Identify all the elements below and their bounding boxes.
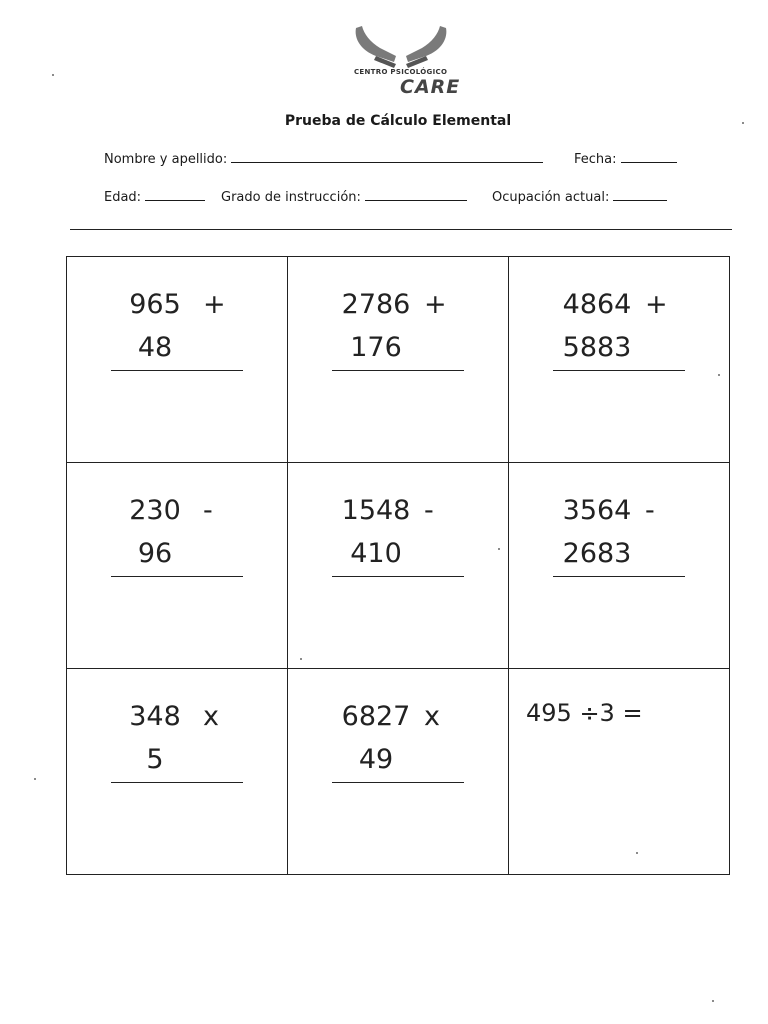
operand-a: 4864 bbox=[562, 289, 632, 320]
arithmetic-problem bbox=[332, 489, 464, 577]
operator: - bbox=[645, 495, 655, 526]
answer-line bbox=[111, 370, 243, 371]
scan-speck bbox=[636, 852, 638, 854]
operator: + bbox=[203, 289, 226, 320]
arithmetic-problem bbox=[553, 283, 685, 371]
problem-cell[interactable] bbox=[67, 257, 288, 463]
logo-org-line: CENTRO PSICOLÓGICO bbox=[354, 68, 448, 76]
operator: - bbox=[424, 495, 434, 526]
arithmetic-problem bbox=[332, 283, 464, 371]
scan-speck bbox=[52, 74, 54, 76]
operand-b: 2683 bbox=[562, 538, 632, 569]
date-field-row bbox=[574, 149, 677, 167]
problem-cell[interactable] bbox=[509, 463, 730, 669]
age-field-row bbox=[104, 187, 205, 205]
scan-speck bbox=[300, 658, 302, 660]
problem-cell[interactable] bbox=[288, 257, 509, 463]
occupation-field-row bbox=[492, 187, 667, 205]
problem-cell[interactable] bbox=[67, 669, 288, 875]
logo-name: CARE bbox=[400, 76, 461, 98]
operator: + bbox=[424, 289, 447, 320]
name-label: Nombre y apellido: bbox=[104, 152, 228, 167]
answer-line bbox=[332, 576, 464, 577]
operator: + bbox=[645, 289, 668, 320]
problem-cell[interactable] bbox=[509, 257, 730, 463]
organization-logo bbox=[336, 22, 466, 100]
age-input-line[interactable] bbox=[145, 187, 205, 201]
answer-line bbox=[553, 576, 685, 577]
problem-cell[interactable] bbox=[288, 669, 509, 875]
operator: x bbox=[203, 701, 219, 732]
operand-b: 48 bbox=[137, 332, 173, 363]
scan-speck bbox=[498, 548, 500, 550]
problem-cell[interactable] bbox=[288, 463, 509, 669]
division-cell[interactable] bbox=[509, 669, 730, 875]
operand-a: 3564 bbox=[562, 495, 632, 526]
page-title: Prueba de Cálculo Elemental bbox=[284, 113, 512, 129]
operand-b: 5883 bbox=[562, 332, 632, 363]
arithmetic-problem bbox=[111, 489, 243, 577]
hands-logo-icon bbox=[336, 22, 466, 72]
operand-a: 2786 bbox=[341, 289, 411, 320]
education-field-row bbox=[221, 187, 467, 205]
education-label: Grado de instrucción: bbox=[221, 190, 361, 205]
occupation-label: Ocupación actual: bbox=[492, 190, 610, 205]
answer-line bbox=[332, 370, 464, 371]
name-field-row bbox=[104, 149, 543, 167]
answer-line bbox=[111, 576, 243, 577]
scan-speck bbox=[718, 374, 720, 376]
arithmetic-problem bbox=[553, 489, 685, 577]
occupation-input-line[interactable] bbox=[613, 187, 667, 201]
operand-a: 1548 bbox=[341, 495, 411, 526]
answer-line bbox=[111, 782, 243, 783]
operand-a: 230 bbox=[129, 495, 181, 526]
operand-b: 49 bbox=[358, 744, 394, 775]
date-input-line[interactable] bbox=[621, 149, 677, 163]
answer-line bbox=[553, 370, 685, 371]
operand-a: 348 bbox=[129, 701, 181, 732]
age-label: Edad: bbox=[104, 190, 142, 205]
answer-line bbox=[332, 782, 464, 783]
division-problem: 495 ÷3 = bbox=[526, 699, 643, 727]
operand-b: 176 bbox=[350, 332, 402, 363]
problem-grid bbox=[66, 256, 730, 875]
operand-a: 965 bbox=[129, 289, 181, 320]
arithmetic-problem bbox=[111, 283, 243, 371]
operator: x bbox=[424, 701, 440, 732]
arithmetic-problem bbox=[111, 695, 243, 783]
date-label: Fecha: bbox=[574, 152, 617, 167]
operator: - bbox=[203, 495, 213, 526]
name-input-line[interactable] bbox=[231, 149, 543, 163]
operand-b: 96 bbox=[137, 538, 173, 569]
scan-speck bbox=[712, 1000, 714, 1002]
arithmetic-problem bbox=[332, 695, 464, 783]
scan-speck bbox=[742, 122, 744, 124]
operand-a: 6827 bbox=[341, 701, 411, 732]
problem-cell[interactable] bbox=[67, 463, 288, 669]
scan-speck bbox=[34, 778, 36, 780]
operand-b: 5 bbox=[146, 744, 164, 775]
operand-b: 410 bbox=[350, 538, 402, 569]
header-divider bbox=[70, 229, 732, 230]
education-input-line[interactable] bbox=[365, 187, 467, 201]
